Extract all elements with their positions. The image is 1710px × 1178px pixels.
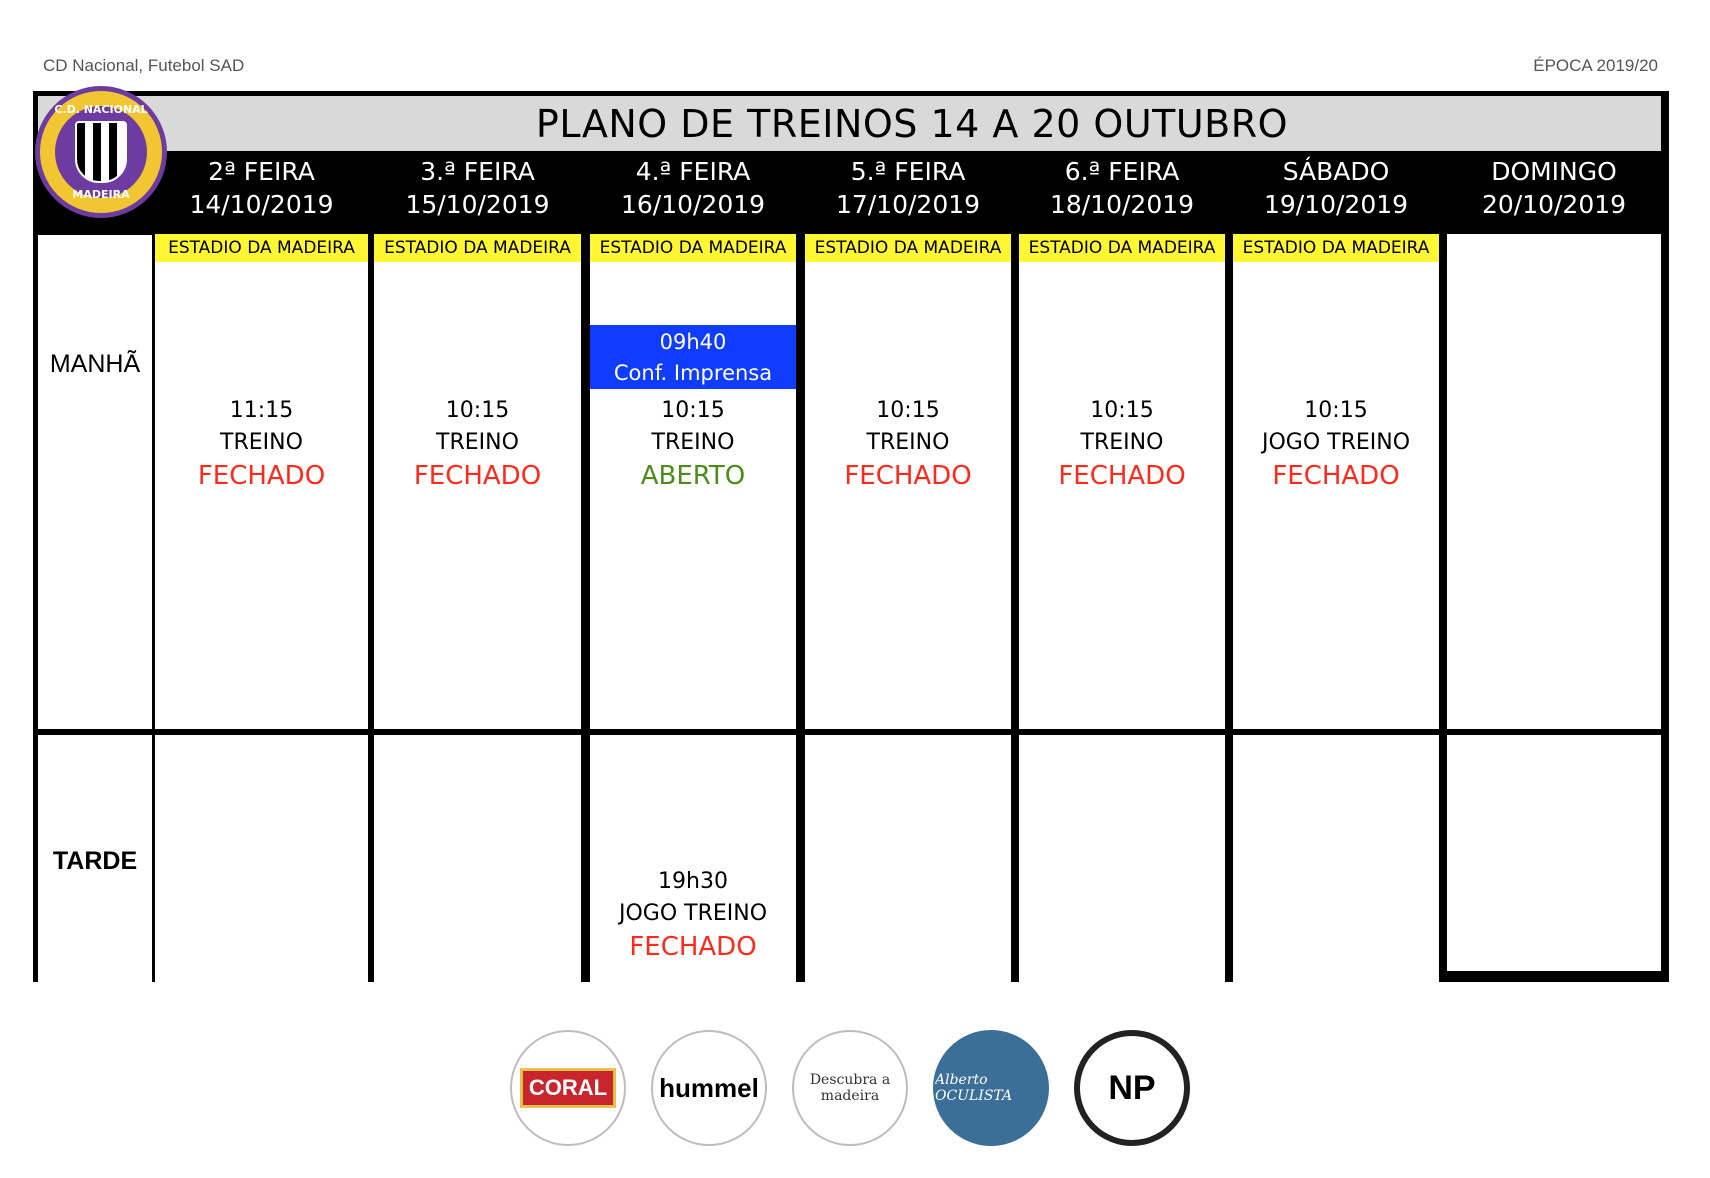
afternoon-label: TARDE: [52, 847, 138, 875]
afternoon-cell-mon: [155, 735, 368, 1071]
page-title: PLANO DE TREINOS 14 A 20 OUTUBRO: [535, 102, 1289, 146]
session-entry: [590, 395, 796, 493]
press-conference-block: [590, 325, 796, 389]
day-date: 19/10/2019: [1263, 190, 1409, 219]
session-status: FECHADO: [1272, 461, 1400, 491]
session-status: FECHADO: [1058, 461, 1186, 491]
day-header-thu: [805, 155, 1011, 221]
sponsor-name: hummel: [659, 1072, 759, 1103]
day-date: 15/10/2019: [405, 190, 550, 219]
crest-top-text: C.D. NACIONAL: [54, 103, 148, 116]
morning-cell-fri: [1019, 262, 1225, 729]
day-name: 3.ª FEIRA: [420, 157, 535, 186]
session-time: 10:15: [1304, 398, 1368, 423]
session-status: FECHADO: [844, 461, 972, 491]
crest-bottom-text: MADEIRA: [72, 188, 130, 201]
session-status: FECHADO: [197, 461, 326, 491]
session-time: 10:15: [661, 398, 725, 423]
session-time: 10:15: [445, 398, 510, 423]
session-entry: [1019, 395, 1225, 493]
crest-inner: [55, 106, 147, 198]
session-kind: JOGO TREINO: [1261, 430, 1411, 455]
sponsor-name: NP: [1108, 1068, 1156, 1107]
day-date: 16/10/2019: [620, 190, 766, 219]
day-header-sat: [1233, 155, 1439, 221]
morning-cell-wed: [590, 262, 796, 729]
press-label: Conf. Imprensa: [613, 361, 773, 385]
morning-cell-tue: [374, 262, 581, 729]
session-time: 10:15: [1090, 398, 1154, 423]
sponsor-alberto-logo: [933, 1030, 1049, 1146]
venue-label: ESTADIO DA MADEIRA: [805, 234, 1011, 262]
sponsor-name: Alberto OCULISTA: [935, 1072, 1013, 1104]
session-time: 10:15: [876, 398, 940, 423]
sponsor-name: CORAL: [520, 1068, 616, 1108]
day-name: 2ª FEIRA: [208, 157, 315, 186]
session-status: FECHADO: [629, 932, 757, 962]
session-kind: TREINO: [866, 430, 950, 455]
sponsor-coral-logo: [510, 1030, 626, 1146]
day-name: 4.ª FEIRA: [635, 157, 751, 186]
venue-label: ESTADIO DA MADEIRA: [374, 234, 581, 262]
morning-label: MANHÃ: [49, 350, 141, 378]
venue-label: ESTADIO DA MADEIRA: [1233, 234, 1439, 262]
session-kind: TREINO: [220, 430, 303, 455]
sponsor-hummel-logo: [651, 1030, 767, 1146]
press-time: 09h40: [659, 330, 727, 354]
session-time: 11:15: [229, 398, 294, 423]
crest-shield-icon: [75, 121, 127, 183]
day-header-fri: [1019, 155, 1225, 221]
afternoon-cell-fri: [1019, 735, 1225, 1071]
session-entry: [805, 395, 1011, 493]
day-name: 6.ª FEIRA: [1064, 157, 1180, 186]
morning-cell-thu: [805, 262, 1011, 729]
session-time: 19h30: [658, 869, 728, 894]
afternoon-label-cell: [38, 735, 152, 1071]
session-kind: TREINO: [436, 430, 519, 455]
session-entry: [1233, 395, 1439, 493]
venue-label: ESTADIO DA MADEIRA: [590, 234, 796, 262]
session-entry: [590, 866, 796, 964]
day-date: 14/10/2019: [189, 190, 334, 219]
session-kind: TREINO: [1080, 430, 1164, 455]
afternoon-cell-thu: [805, 735, 1011, 1071]
venue-label: ESTADIO DA MADEIRA: [1019, 234, 1225, 262]
session-kind: JOGO TREINO: [618, 901, 768, 926]
day-header-tue: [374, 155, 581, 221]
club-crest-logo: [35, 86, 167, 218]
afternoon-cell-tue: [374, 735, 581, 1071]
sponsor-name: Descubra a madeira: [809, 1072, 891, 1104]
session-entry: [374, 395, 581, 493]
afternoon-cell-wed: [590, 735, 796, 1071]
day-header-sun: [1447, 155, 1661, 221]
session-kind: TREINO: [651, 430, 735, 455]
season-label: ÉPOCA 2019/20: [1533, 56, 1658, 75]
sponsor-madeira-logo: [792, 1030, 908, 1146]
day-name: SÁBADO: [1282, 157, 1390, 186]
day-date: 20/10/2019: [1481, 190, 1627, 219]
day-header-mon: [155, 155, 368, 221]
venue-label: ESTADIO DA MADEIRA: [155, 234, 368, 262]
morning-label-cell: [38, 235, 152, 729]
afternoon-cell-sat: [1233, 735, 1439, 1071]
sponsor-strip: [0, 1030, 1710, 1148]
day-name: DOMINGO: [1491, 157, 1617, 186]
sponsor-np-logo: [1074, 1030, 1190, 1146]
session-status: FECHADO: [413, 461, 542, 491]
day-name: 5.ª FEIRA: [850, 157, 966, 186]
session-entry: [155, 395, 368, 493]
morning-cell-mon: [155, 262, 368, 729]
day-header-wed: [590, 155, 796, 221]
session-status: ABERTO: [640, 461, 746, 491]
day-date: 18/10/2019: [1049, 190, 1195, 219]
afternoon-cell-sun: [1447, 735, 1661, 971]
day-date: 17/10/2019: [835, 190, 981, 219]
title-bar: [38, 96, 1661, 151]
club-name: CD Nacional, Futebol SAD: [43, 56, 245, 75]
morning-cell-sun: [1447, 234, 1661, 729]
training-plan-table: [33, 91, 1669, 982]
morning-cell-sat: [1233, 262, 1439, 729]
